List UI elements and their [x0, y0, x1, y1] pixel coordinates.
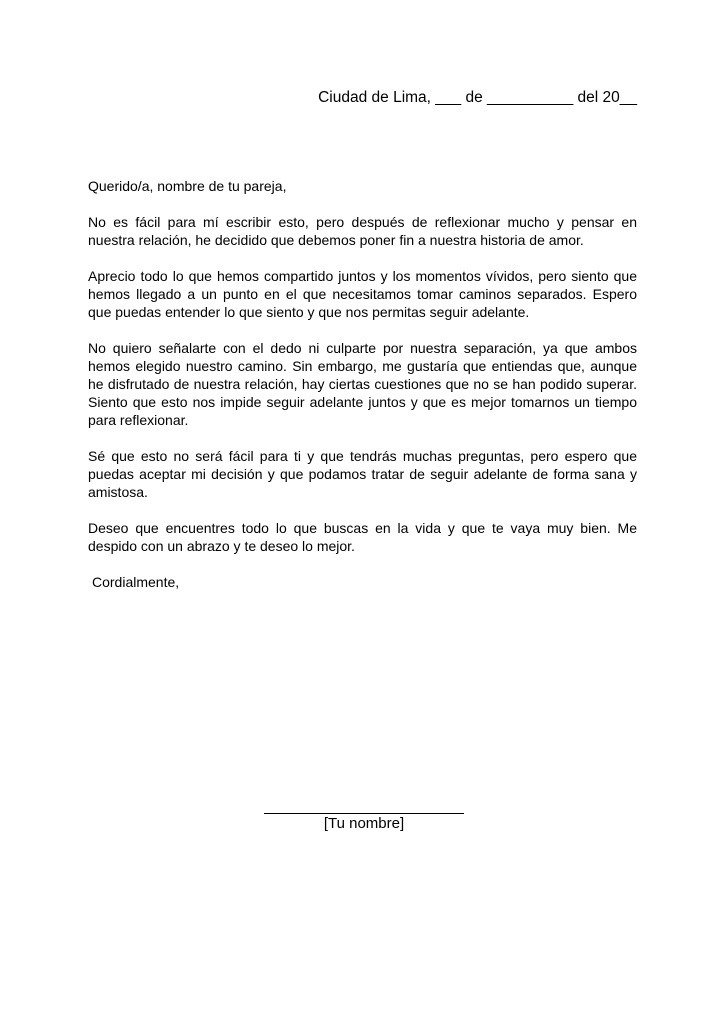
- paragraph-4: Sé que esto no será fácil para ti y que tendrás muchas preguntas, pero espero que puedas aceptar mi decisión y que podamos tratar de seguir adelante de forma sana y amistosa.: [88, 448, 637, 500]
- paragraph-3: No quiero señalarte con el dedo ni culparte por nuestra separación, ya que ambos hemos elegido nuestro camino. Sin embargo, me gustaría que entiendas que, aunque he disfrutado de nuestra relación, hay ciertas cuestiones que no se han podido superar. Siento que esto nos impide seguir adelante juntos y que es mejor tomarnos un tiempo para reflexionar.: [88, 340, 637, 428]
- signature-line: [264, 796, 464, 814]
- paragraph-1: No es fácil para mí escribir esto, pero después de reflexionar mucho y pensar en nuestra relación, he decidido que debemos poner fin a nuestra historia de amor.: [88, 214, 637, 248]
- paragraph-2: Aprecio todo lo que hemos compartido juntos y los momentos vívidos, pero siento que hemos llegado a un punto en el que necesitamos tomar caminos separados. Espero que puedas entender lo que siento y que nos permitas seguir adelante.: [88, 268, 637, 320]
- closing: Cordialmente,: [92, 574, 180, 590]
- letter-body: [88, 177, 637, 609]
- paragraph-5: Deseo que encuentres todo lo que buscas en la vida y que te vaya muy bien. Me despido con un abrazo y te deseo lo mejor.: [88, 520, 637, 554]
- signature-block: [264, 796, 464, 834]
- date-line: Ciudad de Lima, ___ de __________ del 20__: [318, 89, 637, 106]
- signature-name: [Tu nombre]: [323, 815, 405, 832]
- greeting: Querido/a, nombre de tu pareja,: [88, 178, 287, 194]
